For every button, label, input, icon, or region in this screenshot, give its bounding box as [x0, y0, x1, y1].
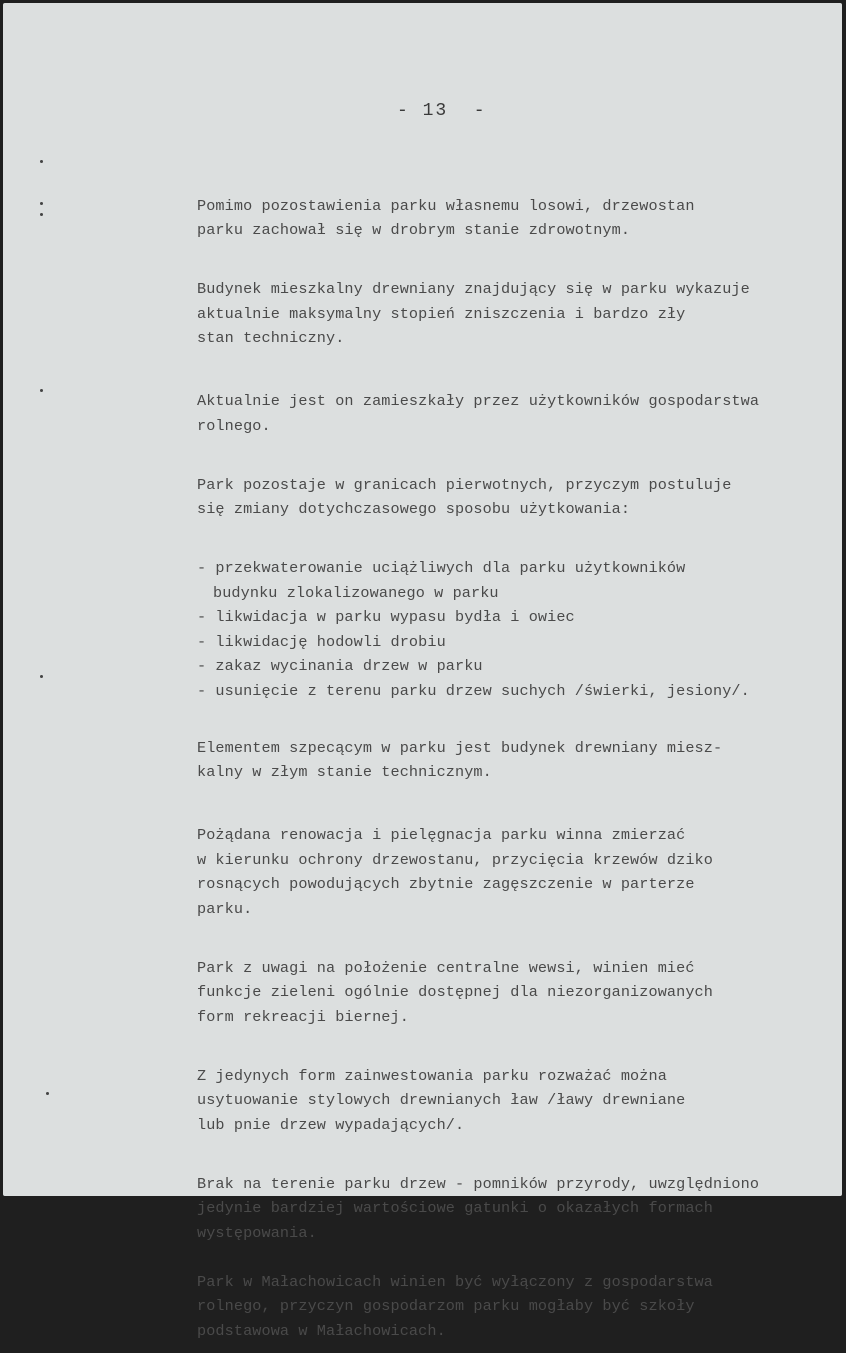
text-line: lub pnie drzew wypadających/. [197, 1115, 465, 1134]
list-item-continuation: budynku zlokalizowanego w parku [213, 583, 499, 602]
paragraph [197, 1039, 837, 1137]
text-line: Elementem szpecącym w parku jest budynek drewniany miesz- [197, 738, 723, 757]
list-item [197, 532, 837, 606]
list-item-text: - usunięcie z terenu parku drzew suchych /świerki, jesiony/. [197, 681, 750, 700]
margin-mark [40, 389, 43, 392]
text-line: rolnego, przyczyn gospodarzom parku mogłaby być szkoły [197, 1297, 695, 1315]
text-line: kalny w złym stanie technicznym. [197, 763, 492, 781]
paragraph [197, 1147, 837, 1245]
text-line: Aktualnie jest on zamieszkały przez użytkowników gospodarstwa [197, 392, 760, 410]
paragraph [197, 1245, 837, 1343]
list-item [197, 605, 837, 630]
text-line: Park w Małachowicach winien być wyłączony z gospodarstwa [197, 1272, 713, 1291]
text-line: aktualnie maksymalny stopień zniszczenia i bardzo zły [197, 304, 686, 323]
text-line: parku. [197, 899, 253, 918]
text-line: stan techniczny. [197, 329, 345, 347]
margin-mark [40, 160, 43, 163]
text-line: Pożądana renowacja i pielęgnacja parku winna zmierzać [197, 826, 686, 844]
document-body [197, 169, 837, 1353]
text-line: Brak na terenie parku drzew - pomników przyrody, uwzględniono [197, 1174, 760, 1193]
list-item-text: - zakaz wycinania drzew w parku [197, 657, 483, 675]
list-item [197, 630, 837, 655]
list-item-text: - likwidacja w parku wypasu bydła i owiec [197, 608, 575, 626]
margin-mark [40, 202, 43, 205]
text-line: usytuowanie stylowych drewnianych ław /ławy drewniane [197, 1091, 686, 1109]
margin-mark [40, 675, 43, 678]
margin-mark [40, 213, 43, 216]
margin-mark [46, 1092, 49, 1095]
text-line: się zmiany dotychczasowego sposobu użytkowania: [197, 500, 631, 518]
text-line: Park pozostaje w granicach pierwotnych, przyczym postuluje [197, 475, 732, 494]
paragraph [197, 169, 837, 243]
list-item-text: - likwidację hodowli drobiu [197, 632, 446, 651]
text-line: rolnego. [197, 416, 271, 435]
paragraph [197, 931, 837, 1029]
paragraph [197, 711, 837, 785]
list-item-text: - przekwaterowanie uciążliwych dla parku użytkowników [197, 559, 686, 577]
paragraph [197, 799, 837, 922]
page-number: - 13 - [397, 101, 487, 121]
text-line: jedynie bardziej wartościowe gatunki o okazałych formach [197, 1199, 713, 1217]
list-item [197, 654, 837, 679]
document-page [3, 3, 842, 1340]
text-line: występowania. [197, 1223, 317, 1242]
text-line: podstawowa w Małachowicach. [197, 1321, 446, 1340]
text-line: form rekreacji biernej. [197, 1007, 409, 1026]
list-item [197, 679, 837, 704]
text-line: Pomimo pozostawienia parku własnemu losowi, drzewostan [197, 196, 695, 215]
text-line: w kierunku ochrony drzewostanu, przycięcia krzewów dziko [197, 850, 713, 869]
recommendations-list [197, 532, 837, 704]
text-line: rosnących powodujących zbytnie zagęszczenie w parterze [197, 875, 695, 893]
text-line: funkcje zieleni ogólnie dostępnej dla niezorganizowanych [197, 983, 713, 1001]
paragraph [197, 253, 837, 351]
paragraph [197, 365, 837, 439]
text-line: parku zachował się w drobrym stanie zdrowotnym. [197, 221, 631, 239]
text-line: Z jedynych form zainwestowania parku rozważać można [197, 1066, 667, 1085]
text-line: Park z uwagi na położenie centralne wewsi, winien mieć [197, 958, 695, 977]
text-line: Budynek mieszkalny drewniany znajdujący się w parku wykazuje [197, 280, 750, 298]
paragraph [197, 448, 837, 522]
